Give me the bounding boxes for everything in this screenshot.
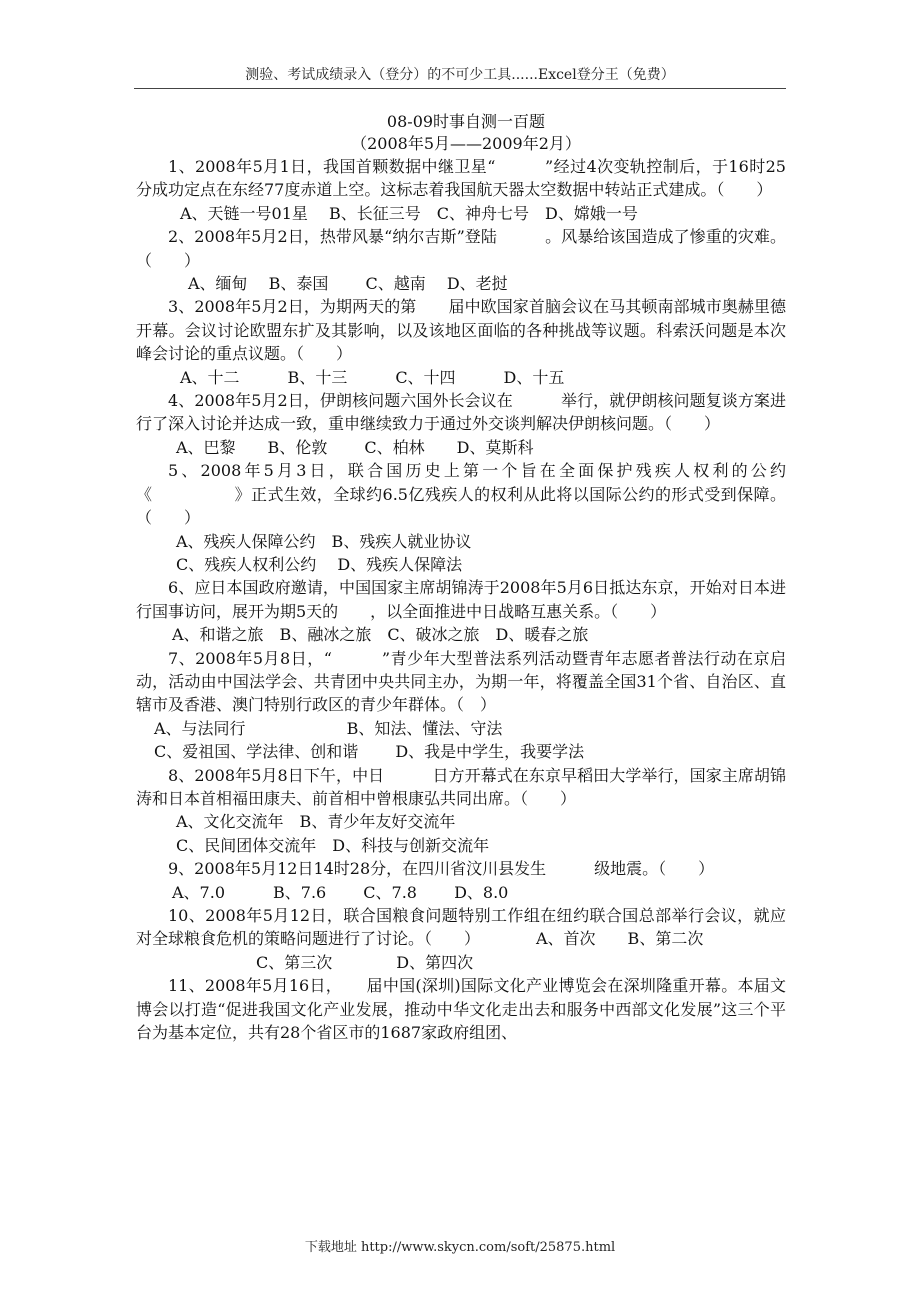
question-9-options: A、7.0 B、7.6 C、7.8 D、8.0 xyxy=(172,882,509,902)
question-9: 9、2008年5月12日14时28分，在四川省汶川县发生 级地震。（ ） xyxy=(168,859,715,879)
document-title: 08-09时事自测一百题 xyxy=(386,112,546,131)
document-subtitle: （2008年5月——2009年2月） xyxy=(351,134,581,153)
question-4: 4、2008年5月2日，伊朗核问题六国外长会议在 举行，就伊朗核问题复谈方案进行了深入讨论并达成一致，重申继续致力于通过外交谈判解决伊朗核问题。（ ） xyxy=(136,391,786,434)
question-1: 1、2008年5月1日，我国首颗数据中继卫星“ ”经过4次变轨控制后，于16时25分成功定点在东经77度赤道上空。这标志着我国航天器太空数据中转站正式建成。（ ） xyxy=(136,157,786,200)
question-8: 8、2008年5月8日下午，中日 日方开幕式在东京早稻田大学举行，国家主席胡锦涛和日本首相福田康夫、前首相中曾根康弘共同出席。（ ） xyxy=(136,765,786,808)
question-7: 7、2008年5月8日，“ ”青少年大型普法系列活动暨青年志愿者普法行动在京启动，活动由中国法学会、共青团中央共同主办，为期一年，将覆盖全国31个省、自治区、直辖市及香港、澳门特别行政区的青少年群体。（ ） xyxy=(136,648,786,715)
question-10-options: C、第三次 D、第四次 xyxy=(256,952,474,972)
question-11: 11、2008年5月16日， 届中国(深圳)国际文化产业博览会在深圳隆重开幕。本届文博会以打造“促进我国文化产业发展，推动中华文化走出去和服务中西部文化发展”这三个平台为基本定位，共有28个省区市的1687家政府组团、 xyxy=(136,976,786,1043)
question-10: 10、2008年5月12日，联合国粮食问题特别工作组在纽约联合国总部举行会议，就应对全球粮食危机的策略问题进行了讨论。（ ） A、首次 B、第二次 xyxy=(136,906,786,949)
question-5-options-1: A、残疾人保障公约 B、残疾人就业协议 xyxy=(176,531,472,551)
question-4-options: A、巴黎 B、伦敦 C、柏林 D、莫斯科 xyxy=(176,437,534,457)
question-6-options: A、和谐之旅 B、融冰之旅 C、破冰之旅 D、暖春之旅 xyxy=(172,625,589,645)
question-5-options-2: C、残疾人权利公约 D、残疾人保障法 xyxy=(176,554,463,574)
question-2-options: A、缅甸 B、泰国 C、越南 D、老挝 xyxy=(188,274,508,294)
question-6: 6、应日本国政府邀请，中国国家主席胡锦涛于2008年5月6日抵达东京，开始对日本进行国事访问，展开为期5天的 ，以全面推进中日战略互惠关系。（ ） xyxy=(136,578,786,621)
question-1-options: A、天链一号01星 B、长征三号 C、神舟七号 D、嫦娥一号 xyxy=(180,203,638,223)
question-2: 2、2008年5月2日，热带风暴“纳尔吉斯”登陆 。风暴给该国造成了惨重的灾难。（ ） xyxy=(136,227,786,270)
question-3-options: A、十二 B、十三 C、十四 D、十五 xyxy=(180,367,565,387)
question-8-options-2: C、民间团体交流年 D、科技与创新交流年 xyxy=(176,835,490,855)
page-header: 测验、考试成绩录入（登分）的不可少工具......Excel登分王（免费） xyxy=(134,64,786,89)
page-footer: 下载地址 http://www.skycn.com/soft/25875.html xyxy=(304,1240,616,1255)
question-3: 3、2008年5月2日，为期两天的第 届中欧国家首脑会议在马其顿南部城市奥赫里德开幕。会议讨论欧盟东扩及其影响，以及该地区面临的各种挑战等议题。科索沃问题是本次峰会讨论的重点议题。（ ） xyxy=(136,297,786,364)
question-7-options-1: A、与法同行 B、知法、懂法、守法 xyxy=(154,718,503,738)
document-body xyxy=(136,112,786,1044)
question-5: 5、2008年5月3日，联合国历史上第一个旨在全面保护残疾人权利的公约《 》正式生效，全球约6.5亿残疾人的权利从此将以国际公约的形式受到保障。（ ） xyxy=(136,461,786,528)
question-8-options-1: A、文化交流年 B、青少年友好交流年 xyxy=(176,812,456,832)
question-7-options-2: C、爱祖国、学法律、创和谐 D、我是中学生，我要学法 xyxy=(154,742,585,762)
